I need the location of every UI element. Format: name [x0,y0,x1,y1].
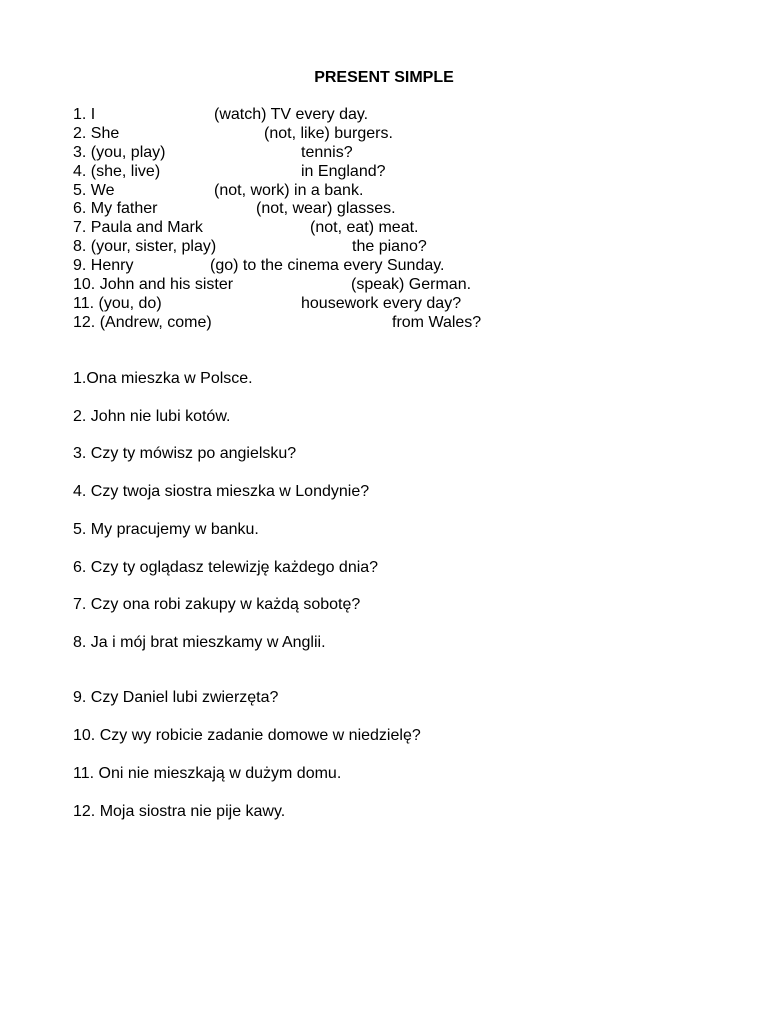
translation-sentence: 2. John nie lubi kotów. [73,408,231,425]
item-prompt: 7. Paula and Mark [73,219,203,237]
translation-sentence: 3. Czy ty mówisz po angielsku? [73,445,297,462]
item-prompt: 10. John and his sister [73,276,234,294]
item-prompt: 11. (you, do) [73,294,162,312]
item-prompt: 6. My father [73,200,158,218]
translation-sentence: 4. Czy twoja siostra mieszka w Londynie? [73,483,370,500]
translation-sentence: 1.Ona mieszka w Polsce. [73,370,253,387]
item-sentence: (not, like) burgers. [264,124,393,142]
item-sentence: (watch) TV every day. [214,106,369,123]
exercise-1-item [73,295,713,314]
exercise-1-item [73,200,713,219]
item-prompt: 2. She [73,124,120,142]
translation-sentence: 8. Ja i mój brat mieszkamy w Anglii. [73,634,326,651]
exercise-1-item [73,276,713,295]
exercise-1-item [73,238,713,257]
item-sentence: from Wales? [392,313,482,331]
item-prompt: 1. I [73,106,96,123]
page-title: PRESENT SIMPLE [314,69,454,86]
item-prompt: 5. We [73,181,115,199]
item-prompt: 12. (Andrew, come) [73,313,212,331]
exercise-1-item [73,182,713,201]
item-sentence: (speak) German. [351,276,472,294]
translation-sentence: 5. My pracujemy w banku. [73,521,259,538]
exercise-1-item [73,257,713,276]
item-prompt: 4. (she, live) [73,162,161,180]
translation-sentence: 11. Oni nie mieszkają w dużym domu. [73,765,342,782]
item-sentence: (not, work) in a bank. [214,181,364,199]
item-sentence: in England? [301,162,386,180]
exercise-1-item [73,219,713,238]
item-prompt: 9. Henry [73,257,134,275]
exercise-1-item [73,125,713,144]
translation-sentence: 6. Czy ty oglądasz telewizję każdego dnia? [73,559,379,576]
item-sentence: (go) to the cinema every Sunday. [210,257,445,275]
item-sentence: housework every day? [301,294,462,312]
exercise-1-item [73,163,713,182]
translation-sentence: 7. Czy ona robi zakupy w każdą sobotę? [73,596,361,613]
item-sentence: (not, eat) meat. [310,219,419,237]
translation-sentence: 12. Moja siostra nie pije kawy. [73,803,286,820]
exercise-1 [73,106,713,333]
translation-sentence: 10. Czy wy robicie zadanie domowe w niedzielę? [73,727,421,744]
item-sentence: the piano? [352,238,427,256]
item-prompt: 8. (your, sister, play) [73,238,217,256]
exercise-1-item [73,314,713,333]
item-sentence: (not, wear) glasses. [256,200,396,218]
translation-sentence: 9. Czy Daniel lubi zwierzęta? [73,689,279,706]
exercise-1-item [73,106,713,125]
item-prompt: 3. (you, play) [73,143,166,161]
exercise-1-item [73,144,713,163]
item-sentence: tennis? [301,143,353,161]
